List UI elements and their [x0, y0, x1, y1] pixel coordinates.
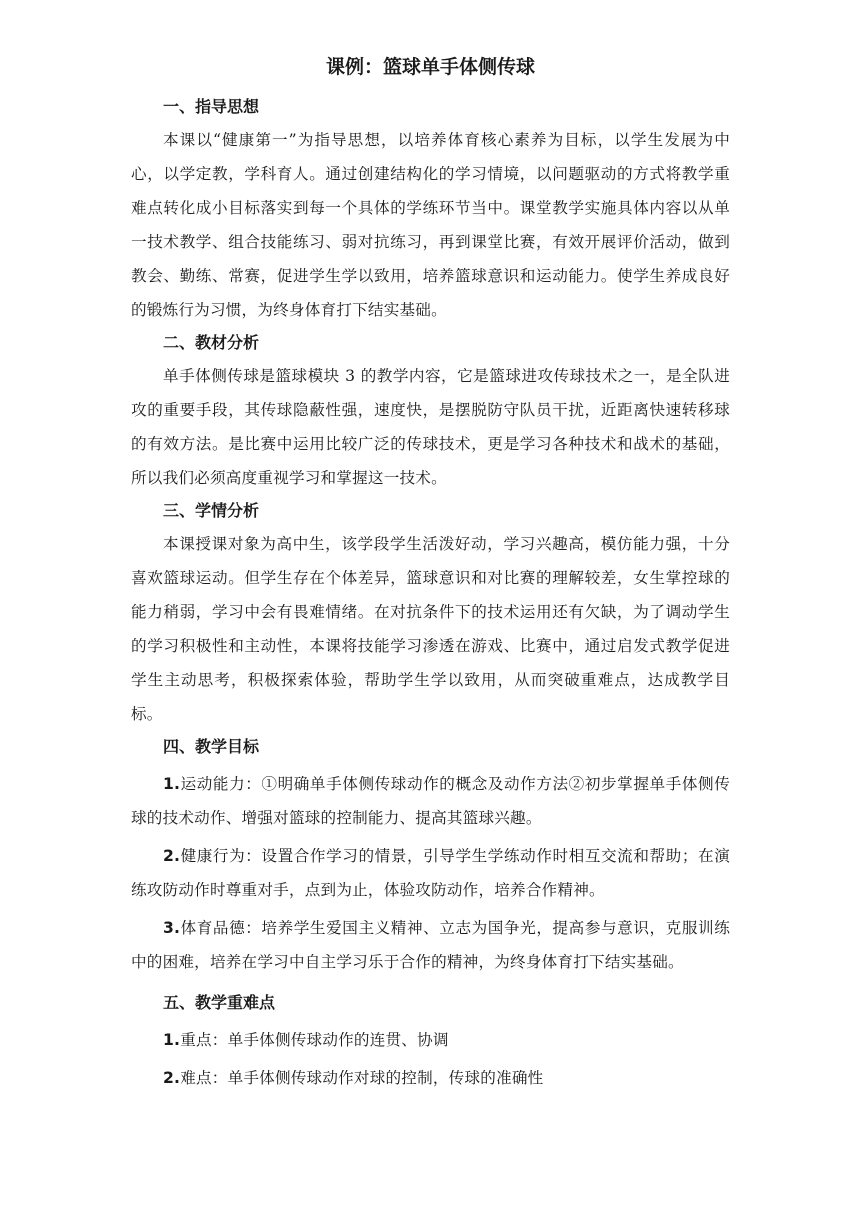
- goal-item-text: 运动能力：①明确单手体侧传球动作的概念及动作方法②初步掌握单手体侧传球的技术动作、增强对篮球的控制能力、提高其篮球兴趣。: [131, 775, 730, 827]
- goal-item: [131, 839, 730, 907]
- key-point-text: 重点：单手体侧传球动作的连贯、协调: [180, 1031, 449, 1049]
- key-point-number: 1.: [163, 1031, 181, 1049]
- paragraph-guiding-ideology: 本课以“健康第一”为指导思想，以培养体育核心素养为目标，以学生发展为中心，以学定教，学科育人。通过创建结构化的学习情境，以问题驱动的方式将教学重难点转化成小目标落实到每一个具体的学练环节当中。课堂教学实施具体内容以从单一技术教学、组合技能练习、弱对抗练习，再到课堂比赛，有效开展评价活动，做到教会、勤练、常赛，促进学生学以致用，培养篮球意识和运动能力。使学生养成良好的锻炼行为习惯，为终身体育打下结实基础。: [131, 131, 730, 319]
- section-heading-material-analysis: 二、教材分析: [163, 333, 260, 352]
- goal-item: [131, 911, 730, 979]
- document-title: 课例：篮球单手体侧传球: [325, 56, 535, 78]
- section-heading-guiding-ideology: 一、指导思想: [163, 97, 260, 116]
- key-point-item: [131, 1061, 730, 1095]
- goal-item-number: 3.: [163, 919, 181, 937]
- goal-item-text: 健康行为：设置合作学习的情景，引导学生学练动作时相互交流和帮助；在演练攻防动作时尊重对手，点到为止，体验攻防动作，培养合作精神。: [131, 847, 730, 899]
- goal-item-number: 2.: [163, 847, 181, 865]
- paragraph-material-analysis: 单手体侧传球是篮球模块 3 的教学内容，它是篮球进攻传球技术之一，是全队进攻的重要手段，其传球隐蔽性强，速度快，是摆脱防守队员干扰，近距离快速转移球的有效方法。是比赛中运用比较广泛的传球技术，更是学习各种技术和战术的基础，所以我们必须高度重视学习和掌握这一技术。: [131, 367, 730, 487]
- goal-item-text: 体育品德：培养学生爱国主义精神、立志为国争光，提高参与意识，克服训练中的困难，培养在学习中自主学习乐于合作的精神，为终身体育打下结实基础。: [131, 919, 730, 971]
- key-point-number: 2.: [163, 1069, 181, 1087]
- document-page: [131, 52, 730, 1095]
- goal-item: [131, 767, 730, 835]
- section-heading-student-analysis: 三、学情分析: [163, 501, 260, 520]
- section-heading-teaching-goals: 四、教学目标: [163, 737, 260, 756]
- section-heading-key-points: 五、教学重难点: [163, 993, 276, 1012]
- key-point-text: 难点：单手体侧传球动作对球的控制，传球的准确性: [180, 1069, 544, 1087]
- paragraph-student-analysis: 本课授课对象为高中生，该学段学生活泼好动，学习兴趣高，模仿能力强，十分喜欢篮球运动。但学生存在个体差异，篮球意识和对比赛的理解较差，女生掌控球的能力稍弱，学习中会有畏难情绪。在对抗条件下的技术运用还有欠缺，为了调动学生的学习积极性和主动性，本课将技能学习渗透在游戏、比赛中，通过启发式教学促进学生主动思考，积极探索体验，帮助学生学以致用，从而突破重难点，达成教学目标。: [131, 535, 730, 723]
- key-point-item: [131, 1023, 730, 1057]
- goal-item-number: 1.: [163, 775, 181, 793]
